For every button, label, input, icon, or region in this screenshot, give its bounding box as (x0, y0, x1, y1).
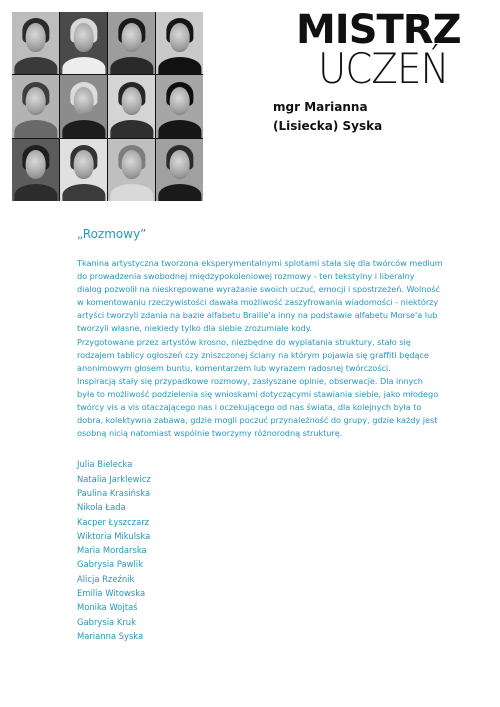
paragraph-line: dobra, kolektywna zabawa, gdzie mogli poczuć przynależność do grupy, gdzie każdy jest (77, 415, 438, 426)
participant-name: Gabrysia Kruk (77, 616, 136, 627)
author-line-1: mgr Marianna (273, 100, 368, 114)
portrait-face (169, 87, 190, 116)
portrait-body (14, 57, 57, 74)
exhibition-title (296, 8, 492, 92)
paragraph-line: tworzyli własne, niekiedy tylko dla siebie zrozumiałe kody. (77, 323, 312, 334)
participant-name: Alicja Rzeźnik (77, 573, 135, 584)
portrait-photo (108, 12, 155, 74)
portrait-photo (156, 12, 203, 74)
paragraph-line: Tkanina artystyczna tworzona eksperymentalnymi splotami stała się dla twórców medium (77, 258, 443, 268)
portrait-photo (12, 139, 59, 201)
portrait-photo (108, 139, 155, 201)
description-paragraph (77, 257, 467, 440)
portrait-photo (108, 75, 155, 137)
portrait-face (121, 150, 142, 179)
portrait-photo-grid (12, 12, 203, 201)
title-mistrz: MISTRZ (296, 7, 461, 53)
portrait-face (121, 23, 142, 52)
portrait-face (25, 150, 46, 179)
paragraph-line: Przygotowane przez artystów krosno, niezbędne do wyplatania struktury, stało się (77, 336, 411, 347)
portrait-face (73, 23, 94, 52)
work-title: „Rozmowy” (77, 227, 147, 241)
portrait-face (25, 23, 46, 52)
portrait-body (110, 184, 153, 201)
portrait-photo (156, 75, 203, 137)
author-name (273, 98, 483, 136)
portrait-photo (156, 139, 203, 201)
paragraph-line: dialog pozwolił na nieskrępowane wyrażanie swoich uczuć, emocji i spostrzeżeń. Wolność (77, 284, 440, 295)
portrait-face (25, 87, 46, 116)
participant-name: Gabrysia Pawlik (77, 559, 143, 570)
participant-name: Emilia Witowska (77, 587, 146, 598)
paragraph-line: twórcy vis a vis otaczającego nas i oczekującego od nas świata, dla kolejnych była to (77, 402, 422, 413)
participant-name: Natalia Jarklewicz (77, 473, 151, 484)
participant-name: Paulina Krasińska (77, 487, 151, 498)
portrait-face (169, 23, 190, 52)
portrait-body (14, 184, 57, 201)
participant-name: Monika Wojtaś (77, 602, 138, 613)
portrait-body (62, 120, 105, 137)
participant-name: Wiktoria Mikulska (77, 530, 151, 541)
portrait-photo (12, 75, 59, 137)
portrait-photo (60, 75, 107, 137)
portrait-body (110, 120, 153, 137)
paragraph-line: do prowadzenia swobodnej międzypokoleniowej rozmowy - ten tekstylny i liberalny (77, 271, 415, 282)
paragraph-line: osobną nicią natomiast wspólnie tworzymy różnorodną strukturę. (77, 428, 343, 439)
portrait-body (62, 184, 105, 201)
paragraph-line: Inspiracją stały się przypadkowe rozmowy, zasłyszane opinie, obserwacje. Dla innych (77, 375, 423, 386)
author-line-2: (Lisiecka) Syska (273, 119, 383, 133)
portrait-face (73, 87, 94, 116)
portrait-body (14, 120, 57, 137)
paragraph-line: anonimowym głosem buntu, komentarzem lub wyrazem radosnej twórczości. (77, 362, 391, 373)
paragraph-line: artyści tworzyli zdania na bazie alfabetu Braille'a inny na podstawie alfabetu Morse'a lub (77, 310, 438, 321)
portrait-body (62, 57, 105, 74)
portrait-photo (60, 12, 107, 74)
portrait-face (169, 150, 190, 179)
portrait-body (158, 57, 201, 74)
participants-list (77, 457, 467, 643)
title-uczen: UCZEŃ (318, 44, 449, 93)
participant-name: Marianna Syska (77, 630, 144, 641)
portrait-face (73, 150, 94, 179)
participant-name: Kacper Łyszczarz (77, 516, 150, 527)
portrait-face (121, 87, 142, 116)
participant-name: Julia Bielecka (77, 459, 133, 470)
portrait-body (158, 120, 201, 137)
paragraph-line: była to możliwość podzielenia się wnioskami dotyczącymi stawiania siebie, jako młodego (77, 388, 439, 399)
paragraph-line: w komentowaniu rzeczywistości dawała możliwość zaszyfrowania wiadomości - niektórzy (77, 297, 439, 308)
portrait-photo (12, 12, 59, 74)
work-description (77, 226, 467, 643)
portrait-body (158, 184, 201, 201)
portrait-body (110, 57, 153, 74)
paragraph-line: rodzajem tablicy ogłoszeń czy zniszczonej ściany na którym pojawia się graffiti będące (77, 349, 429, 360)
participant-name: Nikola Łada (77, 502, 126, 513)
participant-name: Maria Mordarska (77, 545, 147, 556)
portrait-photo (60, 139, 107, 201)
